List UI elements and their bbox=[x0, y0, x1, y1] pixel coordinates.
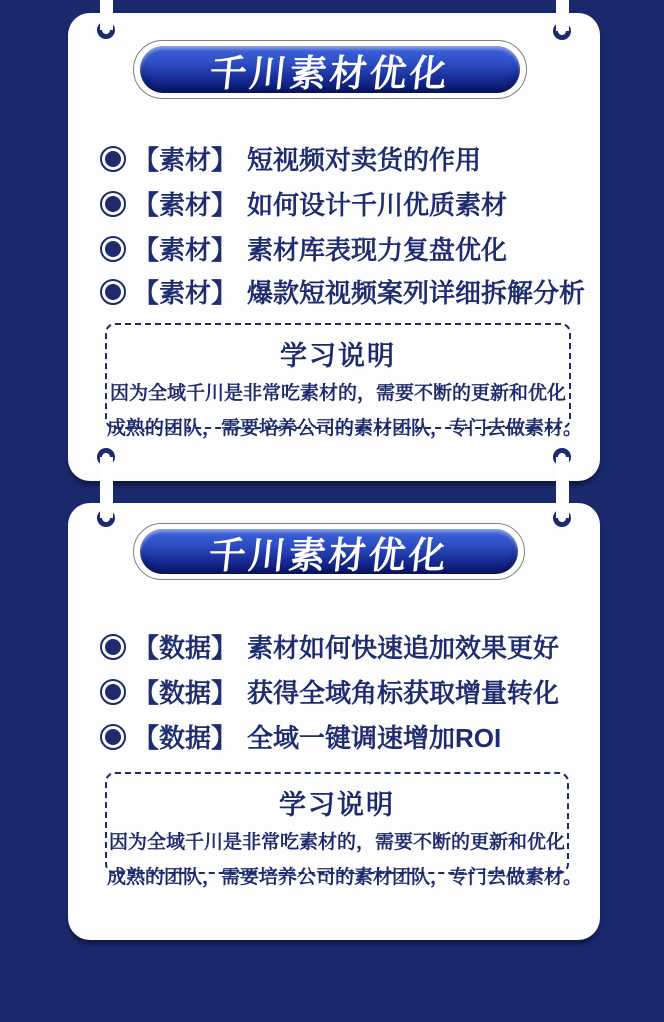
note-title: 学习说明 bbox=[279, 790, 395, 820]
hanging-strap bbox=[100, 0, 113, 30]
bullet-target-icon bbox=[100, 634, 126, 660]
bullet-target-icon bbox=[100, 236, 126, 262]
item-category-label: 【素材】 bbox=[133, 145, 238, 175]
item-category-label: 【素材】 bbox=[133, 278, 238, 308]
card-title: 千川素材优化 bbox=[207, 52, 452, 94]
card-title: 千川素材优化 bbox=[206, 534, 451, 576]
item-text: 素材如何快速追加效果更好 bbox=[247, 633, 560, 663]
bullet-dot bbox=[105, 151, 121, 167]
bullet-dot bbox=[105, 241, 121, 257]
hanging-strap bbox=[556, 0, 569, 31]
card-title-pill bbox=[133, 40, 527, 99]
bullet-dot bbox=[105, 639, 121, 655]
list-item bbox=[100, 185, 507, 222]
hanging-strap bbox=[556, 457, 569, 518]
bullet-target-icon bbox=[100, 191, 126, 217]
bullet-target-icon bbox=[100, 679, 126, 705]
list-item bbox=[100, 230, 507, 267]
hanging-strap bbox=[100, 457, 113, 518]
item-text: 短视频对卖货的作用 bbox=[247, 145, 482, 175]
note-line: 因为全域千川是非常吃素材的，需要不断的更新和优化 bbox=[108, 832, 565, 853]
bullet-dot bbox=[105, 196, 121, 212]
note-title: 学习说明 bbox=[280, 341, 396, 371]
note-line: 因为全域千川是非常吃素材的，需要不断的更新和优化 bbox=[109, 383, 566, 404]
item-text: 素材库表现力复盘优化 bbox=[247, 235, 508, 265]
course-card-data bbox=[68, 503, 600, 940]
card-title-pill-inner bbox=[140, 529, 518, 574]
bullet-dot bbox=[105, 684, 121, 700]
study-note-box bbox=[105, 323, 583, 439]
card-title-pill bbox=[133, 523, 525, 580]
note-line: 成熟的团队，需要培养公司的素材团队，专门去做素材。 bbox=[107, 418, 583, 439]
bullet-dot bbox=[105, 729, 121, 745]
list-item bbox=[100, 628, 559, 665]
item-text: 爆款短视频案列详细拆解分析 bbox=[247, 278, 586, 308]
card-title-pill-inner bbox=[140, 46, 520, 93]
item-category-label: 【数据】 bbox=[133, 633, 238, 663]
item-text: 全域一键调速增加ROI bbox=[247, 723, 502, 753]
bullet-dot bbox=[105, 284, 121, 300]
bullet-target-icon bbox=[100, 146, 126, 172]
note-body bbox=[107, 376, 583, 446]
list-item bbox=[100, 673, 559, 710]
item-category-label: 【数据】 bbox=[133, 723, 238, 753]
list-item bbox=[100, 140, 481, 177]
list-item bbox=[100, 718, 501, 755]
item-category-label: 【素材】 bbox=[133, 190, 238, 220]
note-body bbox=[107, 825, 583, 895]
study-note-box bbox=[105, 772, 583, 888]
list-item bbox=[100, 273, 585, 310]
bullet-target-icon bbox=[100, 724, 126, 750]
item-text: 如何设计千川优质素材 bbox=[247, 190, 508, 220]
note-line: 成熟的团队，需要培养公司的素材团队，专门去做素材。 bbox=[107, 867, 583, 888]
bullet-target-icon bbox=[100, 279, 126, 305]
item-category-label: 【数据】 bbox=[133, 678, 238, 708]
course-card-material bbox=[68, 13, 600, 481]
item-text: 获得全域角标获取增量转化 bbox=[247, 678, 560, 708]
item-category-label: 【素材】 bbox=[133, 235, 238, 265]
